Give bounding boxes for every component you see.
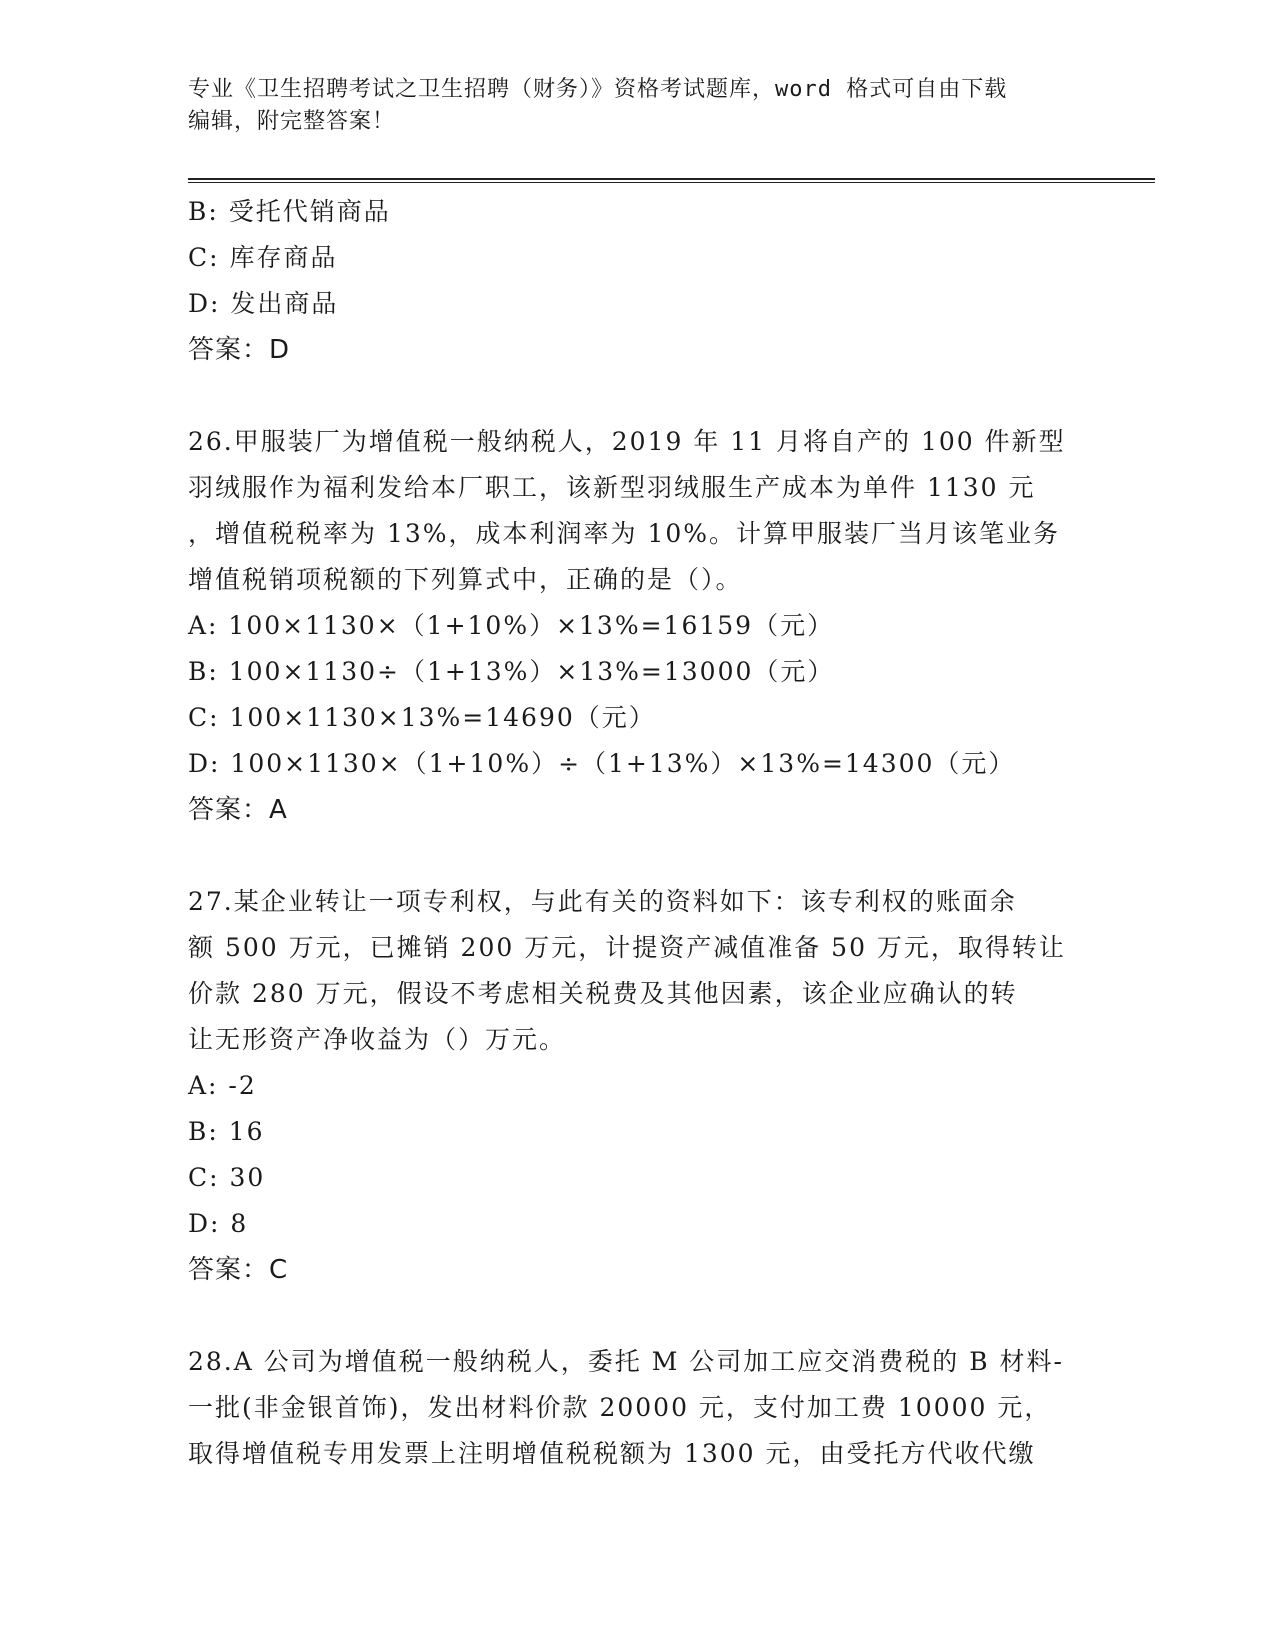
spacer [188,833,1088,879]
option-c: C: 库存商品 [188,243,338,272]
option-b: B: 16 [188,1117,265,1146]
question-28 [188,1339,1088,1477]
question-stem-line: 26.甲服装厂为增值税一般纳税人，2019 年 11 月将自产的 100 件新型 [188,427,1066,456]
option-d: D: 100×1130×（1+10%）÷（1+13%）×13%=14300（元） [188,749,1016,778]
answer-line: 答案：D [188,335,291,365]
question-stem-line: 羽绒服作为福利发给本厂职工，该新型羽绒服生产成本为单件 1130 元 [188,473,1036,502]
answer-line: 答案：A [188,795,288,825]
question-26 [188,419,1088,833]
question-stem-line: 增值税销项税额的下列算式中，正确的是（）。 [188,565,743,594]
option-a: A: 100×1130×（1+10%）×13%=16159（元） [188,611,835,640]
page-header [188,74,1088,138]
question-stem-line: 价款 280 万元，假设不考虑相关税费及其他因素，该企业应确认的转 [188,979,1018,1008]
option-b: B: 100×1130÷（1+13%）×13%=13000（元） [188,657,835,686]
question-stem-line: ，增值税税率为 13%，成本利润率为 10%。计算甲服装厂当月该笔业务 [188,519,1061,548]
question-stem-line: 28.A 公司为增值税一般纳税人，委托 M 公司加工应交消费税的 B 材料- [188,1347,1064,1376]
spacer [188,373,1088,419]
question-stem-line: 27.某企业转让一项专利权，与此有关的资料如下：该专利权的账面余 [188,887,1017,916]
spacer [188,1293,1088,1339]
answer-line: 答案：C [188,1255,289,1285]
header-line-1: 专业《卫生招聘考试之卫生招聘（财务）》资格考试题库，word 格式可自由下载 [188,77,1008,102]
option-d: D: 发出商品 [188,289,339,318]
option-a: A: -2 [188,1071,257,1100]
option-c: C: 30 [188,1163,266,1192]
question-stem-line: 一批(非金银首饰)，发出材料价款 20000 元，支付加工费 10000 元， [188,1393,1052,1422]
question-stem-line: 让无形资产净收益为（）万元。 [188,1025,567,1054]
option-d: D: 8 [188,1209,249,1238]
question-stem-line: 额 500 万元，已摊销 200 万元，计提资产减值准备 50 万元，取得转让 [188,933,1066,962]
document-body [188,189,1088,1477]
question-stem-line: 取得增值税专用发票上注明增值税税额为 1300 元，由受托方代收代缴 [188,1439,1036,1468]
question-25-tail [188,189,1088,373]
header-divider [188,178,1155,183]
question-27 [188,879,1088,1293]
header-line-2: 编辑，附完整答案！ [188,109,396,134]
option-b: B: 受托代销商品 [188,197,391,226]
option-c: C: 100×1130×13%=14690（元） [188,703,656,732]
